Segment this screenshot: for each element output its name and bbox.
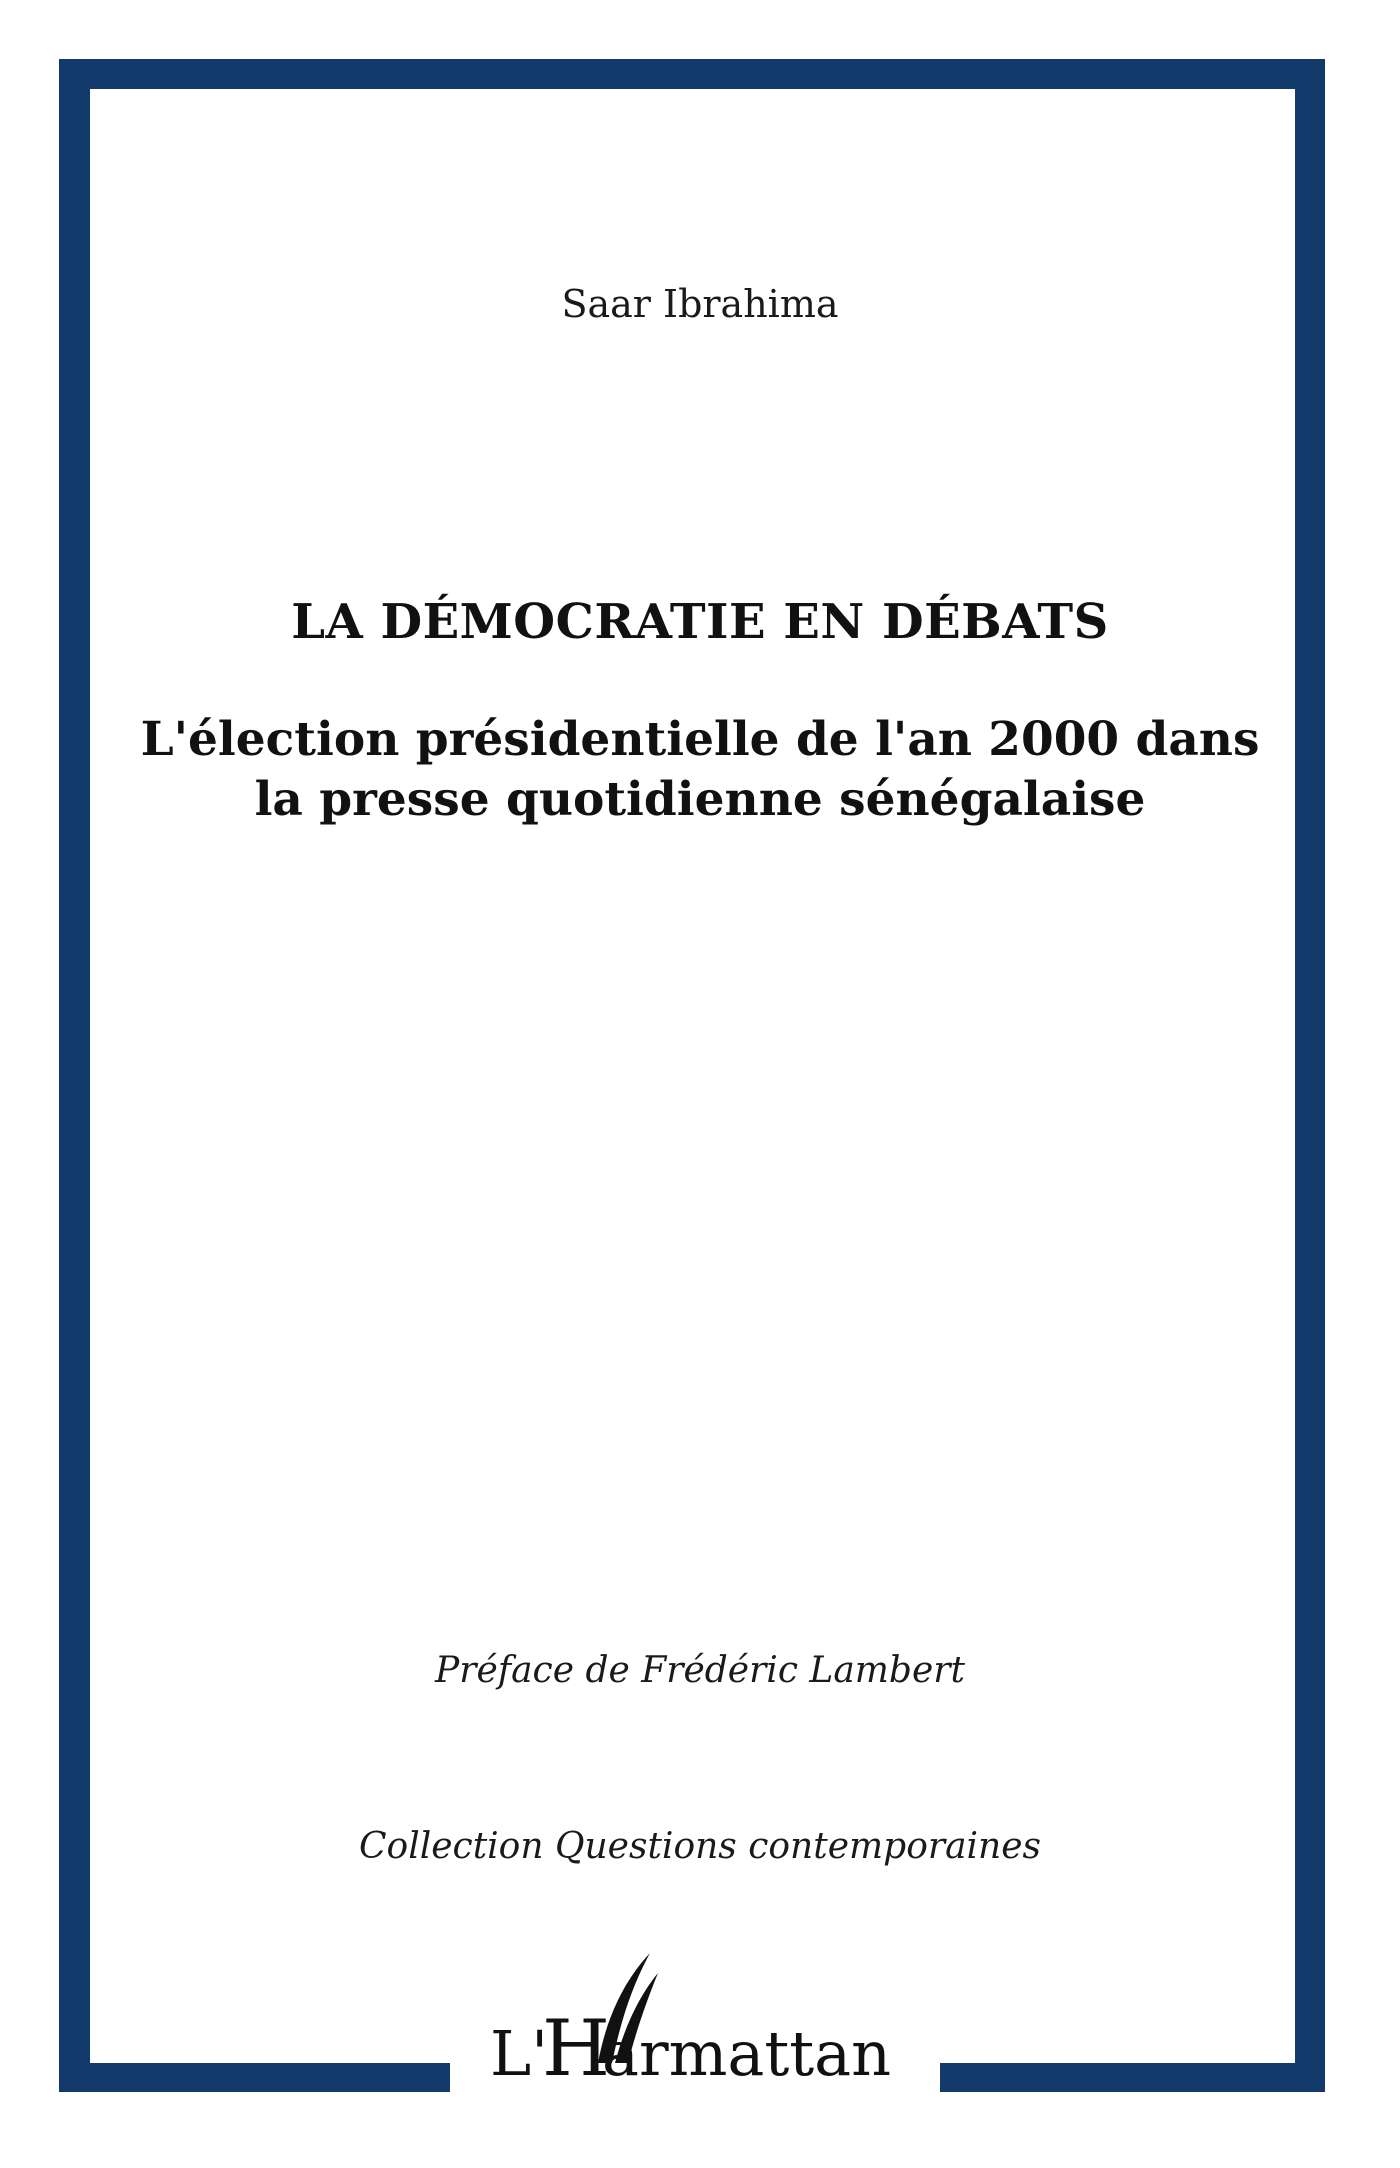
book-title: LA DÉMOCRATIE EN DÉBATS bbox=[291, 594, 1109, 650]
preface-credit: Préface de Frédéric Lambert bbox=[435, 1650, 965, 1691]
publisher-logo bbox=[480, 1945, 920, 2085]
logo-rest-text: armattan bbox=[602, 2017, 892, 2085]
cover-panel bbox=[90, 89, 1295, 2063]
collection-name: Collection Questions contemporaines bbox=[358, 1826, 1042, 1867]
logo-l-text: L' bbox=[490, 2017, 549, 2085]
book-subtitle: L'élection présidentielle de l'an 2000 dans la presse quotidienne sénégalaise bbox=[140, 712, 1260, 827]
author-name: Saar Ibrahima bbox=[561, 282, 839, 326]
logo-h-text: H bbox=[542, 2004, 611, 2085]
